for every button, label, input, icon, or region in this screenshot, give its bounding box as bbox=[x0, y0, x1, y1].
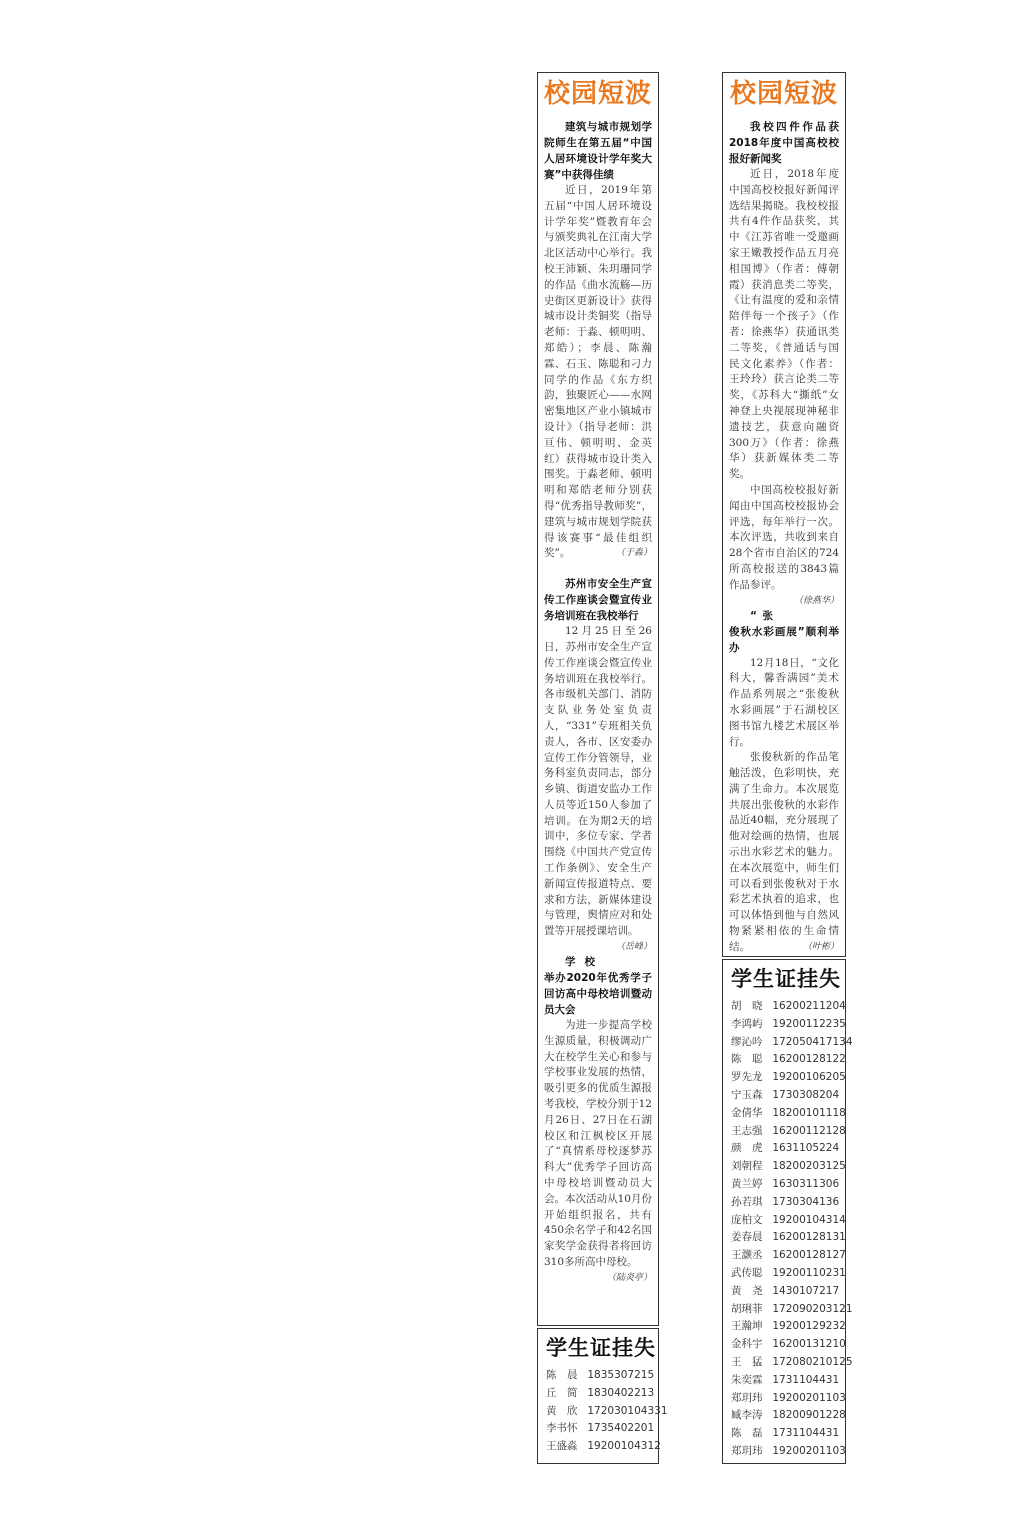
lost-id-entry bbox=[731, 1265, 845, 1283]
lost-id-entry bbox=[546, 1385, 658, 1403]
article-paragraph: 为进一步提高学校生源质量，积极调动广大在校学生关心和参与学校事业发展的热情，吸引更多的优质生源报考我校，学校分别于12月26日、27日在石湖校区和江枫校区开展了“真情系母校逐梦苏科大”优秀学子回访高中母校培训暨动员大会。本次活动从10月份开始组织报名，共有450余名学子和42名国家奖学金获得者将回访310多所高中母校。 （陆炎亭） bbox=[544, 1018, 652, 1271]
lost-id-entry bbox=[731, 1176, 845, 1194]
article-author: （叶彬） bbox=[802, 941, 839, 952]
lost-id-entry bbox=[731, 1318, 845, 1336]
article-paragraph: 近日，2019年第五届“中国人居环境设计学年奖”暨教育年会与颁奖典礼在江南大学北区活动中心举行。我校王沛颖、朱玥珊同学的作品《曲水流觞—历史街区更新设计》获得城市设计类铜奖（指导老师：于淼、顿明明、郑皓）；李晨、陈瀚霖、石玉、陈聪和刁力同学的作品《东方织韵，独聚匠心——水网密集地区产业小镇城市设计》（指导老师：洪亘伟、顿明明、金英红）获得城市设计类入围奖。于淼老师、顿明明和郑皓老师分别获得“优秀指导教师奖”，建筑与城市规划学院获得该赛事“最佳组织奖”。 （于淼） bbox=[544, 183, 652, 562]
article-headline: 建筑与城市规划学院师生在第五届“中国人居环境设计学年奖大赛”中获得佳绩 bbox=[544, 121, 652, 181]
student-name: 王志强 bbox=[731, 1124, 763, 1137]
lost-id-entry bbox=[731, 1123, 845, 1141]
news-article bbox=[538, 954, 658, 1283]
student-id: 16200128131 bbox=[772, 1231, 846, 1244]
student-name: 李鸿屿 bbox=[731, 1017, 763, 1030]
student-id: 1731104431 bbox=[772, 1427, 840, 1440]
article-paragraph: 12月18日，“文化科大，馨香满园”美术作品系列展之“张俊秋水彩画展”于石湖校区图书馆九楼艺术展区举行。 bbox=[729, 656, 839, 748]
lost-id-entry bbox=[731, 1069, 845, 1087]
article-paragraph: 张俊秋新的作品笔触活泼，色彩明快，充满了生命力。本次展览共展出张俊秋的水彩作品近40幅，充分展现了他对绘画的热情，也展示出水彩艺术的魅力。在本次展览中，师生们可以看到张俊秋对于水彩艺术执着的追求，也可以体悟到他与自然风物紧紧相依的生命情结。 （叶彬） bbox=[729, 750, 839, 955]
lost-id-list bbox=[723, 998, 853, 1461]
student-name: 陈 聪 bbox=[731, 1053, 763, 1066]
student-id: 16200128127 bbox=[772, 1249, 846, 1262]
article-paragraph: 中国高校校报好新闻由中国高校校报协会评选，每年举行一次。本次评选，共收到来自28个省市自治区的724所高校报送的3843篇作品参评。 （徐燕华） bbox=[729, 483, 839, 594]
student-id: 19200201103 bbox=[772, 1444, 846, 1457]
lost-id-entry bbox=[546, 1420, 658, 1438]
student-id: 172050417134 bbox=[772, 1035, 853, 1048]
student-name: 郑玥玮 bbox=[731, 1391, 763, 1404]
student-name: 武传聪 bbox=[731, 1266, 763, 1279]
student-name: 庞柏文 bbox=[731, 1213, 763, 1226]
student-id: 16200128122 bbox=[772, 1053, 846, 1066]
student-name: 刘朝程 bbox=[731, 1160, 763, 1173]
student-id: 1730308204 bbox=[772, 1088, 840, 1101]
news-article bbox=[723, 608, 845, 956]
lost-id-entry bbox=[731, 1016, 845, 1034]
student-name: 缪沁吟 bbox=[731, 1035, 763, 1048]
news-column-left bbox=[537, 72, 659, 1326]
news-article bbox=[538, 119, 658, 562]
student-id: 1631105224 bbox=[772, 1142, 840, 1155]
article-author: （于淼） bbox=[615, 548, 652, 559]
news-article bbox=[723, 119, 845, 606]
lost-id-entry bbox=[731, 1212, 845, 1230]
lost-id-notice-right bbox=[722, 959, 853, 1464]
student-id: 1730304136 bbox=[772, 1195, 840, 1208]
student-id: 172090203121 bbox=[772, 1302, 853, 1315]
lost-id-entry bbox=[731, 1105, 845, 1123]
student-id: 1630311306 bbox=[772, 1177, 840, 1190]
student-name: 陈 磊 bbox=[731, 1427, 763, 1440]
student-id: 19200110231 bbox=[772, 1266, 846, 1279]
student-id: 1735402201 bbox=[587, 1422, 655, 1435]
lost-id-entry bbox=[731, 1140, 845, 1158]
lost-id-entry bbox=[731, 1283, 845, 1301]
student-id: 16200131210 bbox=[772, 1338, 846, 1351]
news-article bbox=[538, 576, 658, 953]
article-author: （陆炎亭） bbox=[606, 1272, 652, 1283]
student-name: 罗先龙 bbox=[731, 1071, 763, 1084]
lost-id-entry bbox=[731, 1247, 845, 1265]
student-name: 胡 晓 bbox=[731, 1000, 763, 1012]
student-name: 黄 欣 bbox=[546, 1404, 578, 1417]
lost-id-entry bbox=[731, 1336, 845, 1354]
article-headline: 学校举办2020年优秀学子回访高中母校培训暨动员大会 bbox=[544, 956, 652, 1017]
student-name: 金倩华 bbox=[731, 1106, 763, 1119]
student-id: 172030104331 bbox=[587, 1404, 668, 1417]
article-headline: 苏州市安全生产宣传工作座谈会暨宣传业务培训班在我校举行 bbox=[544, 578, 652, 623]
student-name: 王盛淼 bbox=[546, 1440, 578, 1453]
lost-id-title: 学生证挂失 bbox=[546, 1336, 656, 1360]
student-id: 18200101118 bbox=[772, 1106, 846, 1119]
student-name: 丘 简 bbox=[546, 1386, 578, 1399]
student-name: 王灏丞 bbox=[731, 1249, 763, 1262]
article-headline: “张俊秋水彩画展”顺利举办 bbox=[729, 609, 839, 654]
student-id: 16200112128 bbox=[772, 1124, 846, 1137]
lost-id-entry bbox=[731, 1372, 845, 1390]
article-author: （徐燕华） bbox=[793, 595, 839, 606]
student-id: 19200104312 bbox=[587, 1440, 661, 1453]
lost-id-entry bbox=[731, 1087, 845, 1105]
lost-id-list bbox=[538, 1367, 668, 1456]
lost-id-entry bbox=[731, 1194, 845, 1212]
student-name: 孙若琪 bbox=[731, 1195, 763, 1208]
student-name: 姜春晨 bbox=[731, 1231, 763, 1244]
student-name: 陈 晨 bbox=[546, 1369, 578, 1381]
student-name: 王 猛 bbox=[731, 1355, 763, 1368]
column-banner: 校园短波 bbox=[729, 79, 838, 109]
student-id: 19200201103 bbox=[772, 1391, 846, 1404]
lost-id-entry bbox=[546, 1367, 658, 1385]
student-name: 李书怀 bbox=[546, 1422, 578, 1435]
student-id: 19200106205 bbox=[772, 1071, 846, 1084]
student-name: 臧李涛 bbox=[731, 1409, 763, 1422]
lost-id-entry bbox=[731, 998, 845, 1016]
lost-id-entry bbox=[546, 1438, 661, 1456]
lost-id-entry bbox=[731, 1425, 845, 1443]
student-id: 19200104314 bbox=[772, 1213, 846, 1226]
lost-id-entry bbox=[731, 1158, 845, 1176]
article-paragraph: 12月25日至26日，苏州市安全生产宣传工作座谈会暨宣传业务培训班在我校举行。各市级机关部门、消防支队业务处室负责人，“331”专班相关负责人，各市、区安委办宣传工作分管领导，业务科室负责同志，部分乡镇、街道安监办工作人员等近150人参加了培训。在为期2天的培训中，多位专家、学者围绕《中国共产党宣传工作条例》、安全生产新闻宣传报道特点、要求和方法，新媒体建设与管理，舆情应对和处置等开展授课培训。 （岳峰） bbox=[544, 624, 652, 940]
lost-id-title: 学生证挂失 bbox=[731, 967, 841, 991]
student-name: 颜 虎 bbox=[731, 1142, 763, 1155]
lost-id-entry bbox=[731, 1390, 845, 1408]
student-name: 王瀚坤 bbox=[731, 1320, 763, 1333]
student-id: 18200901228 bbox=[772, 1409, 846, 1422]
article-author: （岳峰） bbox=[615, 942, 652, 953]
student-name: 黄兰婷 bbox=[731, 1177, 763, 1190]
student-id: 19200112235 bbox=[772, 1017, 846, 1030]
student-name: 黄 尧 bbox=[731, 1284, 763, 1297]
student-id: 16200211204 bbox=[772, 1000, 846, 1012]
lost-id-entry bbox=[731, 1229, 845, 1247]
article-headline: 我校四件作品获2018年度中国高校校报好新闻奖 bbox=[729, 121, 839, 165]
lost-id-entry bbox=[731, 1051, 845, 1069]
student-id: 1830402213 bbox=[587, 1386, 655, 1399]
student-name: 金科宇 bbox=[731, 1338, 763, 1351]
news-column-right bbox=[722, 72, 846, 957]
article-paragraph: 近日，2018年度中国高校校报好新闻评选结果揭晓。我校校报共有4件作品获奖，其中《江苏省唯一受邀画家王嫩教授作品五月亮相国博》（作者：傅朝霞）获消息类二等奖，《让有温度的爱和亲情陪伴每一个孩子》（作者：徐燕华）获通讯类二等奖，《普通话与国民文化素养》（作者：王玲玲）获言论类二等奖，《苏科大“撕纸”女神登上央视展现神秘非遗技艺，获意向融资300万》（作者：徐燕华）获新媒体类二等奖。 bbox=[729, 168, 839, 481]
student-id: 19200129232 bbox=[772, 1320, 846, 1333]
lost-id-entry bbox=[546, 1403, 668, 1421]
student-id: 1835307215 bbox=[587, 1369, 655, 1381]
student-id: 1731104431 bbox=[772, 1373, 840, 1386]
student-name: 朱奕霖 bbox=[731, 1373, 763, 1386]
lost-id-entry bbox=[731, 1034, 853, 1052]
lost-id-entry bbox=[731, 1443, 845, 1461]
column-banner: 校园短波 bbox=[543, 79, 652, 109]
lost-id-entry bbox=[731, 1407, 845, 1425]
student-id: 172080210125 bbox=[772, 1355, 853, 1368]
student-name: 宁玉森 bbox=[731, 1088, 763, 1101]
lost-id-entry bbox=[731, 1301, 853, 1319]
student-name: 胡琍菲 bbox=[731, 1302, 763, 1315]
lost-id-entry bbox=[731, 1354, 853, 1372]
student-id: 1430107217 bbox=[772, 1284, 840, 1297]
lost-id-notice-left bbox=[537, 1328, 668, 1464]
student-id: 18200203125 bbox=[772, 1160, 846, 1173]
student-name: 郑玥玮 bbox=[731, 1444, 763, 1457]
